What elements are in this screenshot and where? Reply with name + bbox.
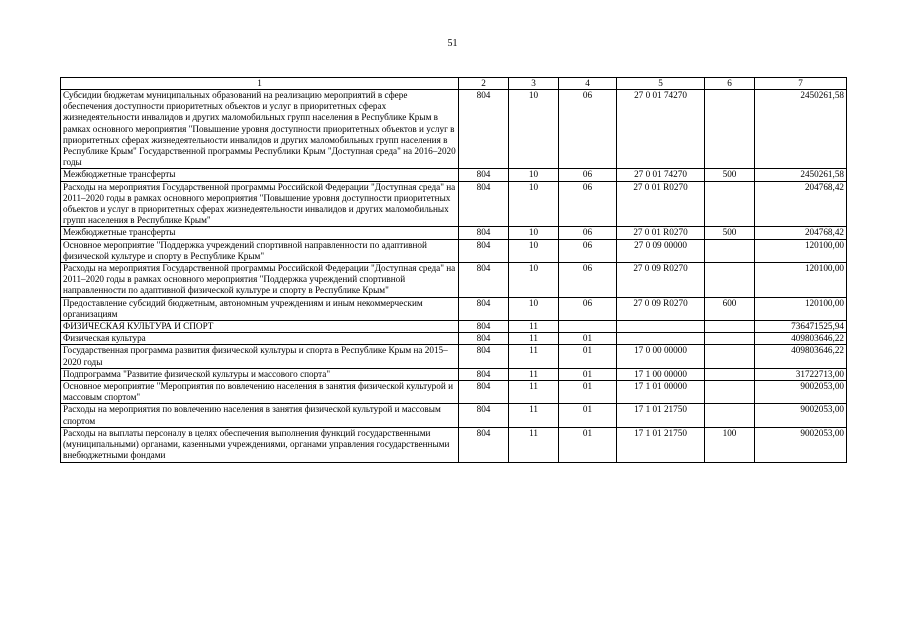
table-row bbox=[61, 321, 847, 333]
table-row bbox=[61, 263, 847, 298]
row-name: Расходы на выплаты персоналу в целях обеспечения выполнения функций государственными (муниципальными) органами, казенными учреждениями, органами управления государственными внебюджетными фондами bbox=[61, 427, 459, 462]
header-col-3: 3 bbox=[509, 78, 559, 90]
row-subsection-code bbox=[559, 321, 617, 333]
row-section-code: 11 bbox=[509, 381, 559, 404]
row-ministry-code: 804 bbox=[459, 169, 509, 181]
row-target-article: 27 0 09 00000 bbox=[617, 239, 705, 262]
header-col-7: 7 bbox=[755, 78, 847, 90]
row-name: Подпрограмма "Развитие физической культуры и массового спорта" bbox=[61, 368, 459, 380]
row-expense-type bbox=[705, 345, 755, 368]
row-ministry-code: 804 bbox=[459, 263, 509, 298]
row-ministry-code: 804 bbox=[459, 297, 509, 320]
row-ministry-code: 804 bbox=[459, 239, 509, 262]
row-section-code: 10 bbox=[509, 297, 559, 320]
row-amount: 9002053,00 bbox=[755, 404, 847, 427]
row-expense-type bbox=[705, 181, 755, 227]
row-amount: 9002053,00 bbox=[755, 427, 847, 462]
row-section-code: 10 bbox=[509, 239, 559, 262]
table-row bbox=[61, 345, 847, 368]
row-expense-type bbox=[705, 321, 755, 333]
row-expense-type bbox=[705, 381, 755, 404]
row-target-article: 27 0 01 R0270 bbox=[617, 181, 705, 227]
row-section-code: 11 bbox=[509, 404, 559, 427]
row-target-article: 17 1 01 21750 bbox=[617, 404, 705, 427]
row-expense-type bbox=[705, 368, 755, 380]
row-ministry-code: 804 bbox=[459, 90, 509, 169]
table-row bbox=[61, 381, 847, 404]
row-name: Основное мероприятие "Мероприятия по вовлечению населения в занятия физической культурой и массовым спортом" bbox=[61, 381, 459, 404]
table-row bbox=[61, 297, 847, 320]
row-ministry-code: 804 bbox=[459, 181, 509, 227]
row-amount: 2450261,58 bbox=[755, 90, 847, 169]
row-name: Расходы на мероприятия по вовлечению населения в занятия физической культурой и массовым спортом bbox=[61, 404, 459, 427]
row-name: Физическая культура bbox=[61, 333, 459, 345]
budget-table bbox=[60, 77, 847, 463]
row-target-article: 27 0 01 74270 bbox=[617, 90, 705, 169]
table-row bbox=[61, 427, 847, 462]
row-ministry-code: 804 bbox=[459, 404, 509, 427]
row-ministry-code: 804 bbox=[459, 368, 509, 380]
row-target-article: 17 0 00 00000 bbox=[617, 345, 705, 368]
header-col-2: 2 bbox=[459, 78, 509, 90]
row-subsection-code: 06 bbox=[559, 297, 617, 320]
row-name: Расходы на мероприятия Государственной программы Российской Федерации "Доступная среда" на 2011–2020 годы в рамках основного мероприятия "Повышение уровня доступности приоритетных объектов и услуг в приоритетных сферах жизнедеятельности инвалидов и других маломобильных групп населения в Республике Крым" bbox=[61, 181, 459, 227]
row-subsection-code: 06 bbox=[559, 181, 617, 227]
table-row bbox=[61, 227, 847, 239]
row-name: Расходы на мероприятия Государственной программы Российской Федерации "Доступная среда" на 2011–2020 годы в рамках основного мероприятия "Поддержка учреждений спортивной направленности по адаптивной физической культуре и спорту в Республике Крым" bbox=[61, 263, 459, 298]
row-section-code: 10 bbox=[509, 227, 559, 239]
row-amount: 409803646,22 bbox=[755, 333, 847, 345]
row-amount: 2450261,58 bbox=[755, 169, 847, 181]
table-row bbox=[61, 404, 847, 427]
row-amount: 120100,00 bbox=[755, 263, 847, 298]
row-ministry-code: 804 bbox=[459, 427, 509, 462]
row-section-code: 10 bbox=[509, 181, 559, 227]
row-target-article: 27 0 01 R0270 bbox=[617, 227, 705, 239]
row-expense-type bbox=[705, 333, 755, 345]
row-section-code: 10 bbox=[509, 169, 559, 181]
row-subsection-code: 06 bbox=[559, 227, 617, 239]
row-expense-type bbox=[705, 90, 755, 169]
row-target-article bbox=[617, 333, 705, 345]
row-subsection-code: 06 bbox=[559, 263, 617, 298]
header-col-4: 4 bbox=[559, 78, 617, 90]
row-expense-type bbox=[705, 404, 755, 427]
row-name: ФИЗИЧЕСКАЯ КУЛЬТУРА И СПОРТ bbox=[61, 321, 459, 333]
row-subsection-code: 06 bbox=[559, 239, 617, 262]
row-ministry-code: 804 bbox=[459, 381, 509, 404]
row-expense-type bbox=[705, 263, 755, 298]
header-col-5: 5 bbox=[617, 78, 705, 90]
row-name: Межбюджетные трансферты bbox=[61, 169, 459, 181]
row-subsection-code: 06 bbox=[559, 169, 617, 181]
row-target-article: 27 0 09 R0270 bbox=[617, 297, 705, 320]
row-name: Межбюджетные трансферты bbox=[61, 227, 459, 239]
table-row bbox=[61, 239, 847, 262]
row-subsection-code: 01 bbox=[559, 368, 617, 380]
row-amount: 120100,00 bbox=[755, 239, 847, 262]
row-expense-type: 500 bbox=[705, 169, 755, 181]
row-expense-type: 100 bbox=[705, 427, 755, 462]
row-ministry-code: 804 bbox=[459, 321, 509, 333]
row-amount: 120100,00 bbox=[755, 297, 847, 320]
row-target-article: 17 1 01 00000 bbox=[617, 381, 705, 404]
row-name: Государственная программа развития физической культуры и спорта в Республике Крым на 2015–2020 годы bbox=[61, 345, 459, 368]
row-subsection-code: 01 bbox=[559, 427, 617, 462]
header-col-1: 1 bbox=[61, 78, 459, 90]
row-subsection-code: 01 bbox=[559, 404, 617, 427]
table-row bbox=[61, 368, 847, 380]
row-expense-type: 600 bbox=[705, 297, 755, 320]
row-amount: 736471525,94 bbox=[755, 321, 847, 333]
header-col-6: 6 bbox=[705, 78, 755, 90]
row-expense-type bbox=[705, 239, 755, 262]
table-header-row bbox=[61, 78, 847, 90]
row-subsection-code: 01 bbox=[559, 345, 617, 368]
row-target-article: 27 0 01 74270 bbox=[617, 169, 705, 181]
row-target-article: 17 1 01 21750 bbox=[617, 427, 705, 462]
row-target-article: 17 1 00 00000 bbox=[617, 368, 705, 380]
page-number: 51 bbox=[447, 38, 458, 49]
row-ministry-code: 804 bbox=[459, 333, 509, 345]
row-section-code: 11 bbox=[509, 427, 559, 462]
table-row bbox=[61, 169, 847, 181]
row-ministry-code: 804 bbox=[459, 345, 509, 368]
row-amount: 204768,42 bbox=[755, 227, 847, 239]
table-row bbox=[61, 181, 847, 227]
row-section-code: 11 bbox=[509, 368, 559, 380]
row-section-code: 10 bbox=[509, 263, 559, 298]
row-name: Предоставление субсидий бюджетным, автономным учреждениям и иным некоммерческим организациям bbox=[61, 297, 459, 320]
row-ministry-code: 804 bbox=[459, 227, 509, 239]
row-name: Субсидии бюджетам муниципальных образований на реализацию мероприятий в сфере обеспечения доступности приоритетных объектов и услуг в приоритетных сферах жизнедеятельности инвалидов и других маломобильных групп населения в Республике Крым в рамках основного мероприятия "Повышение уровня доступности приоритетных объектов и услуг в приоритетных сферах жизнедеятельности инвалидов и других маломобильных групп населения в Республике Крым" Государственной программы Республики Крым "Доступная среда" на 2016–2020 годы bbox=[61, 90, 459, 169]
table-row bbox=[61, 90, 847, 169]
row-target-article bbox=[617, 321, 705, 333]
row-section-code: 11 bbox=[509, 333, 559, 345]
table-row bbox=[61, 333, 847, 345]
row-amount: 31722713,00 bbox=[755, 368, 847, 380]
row-section-code: 10 bbox=[509, 90, 559, 169]
row-amount: 204768,42 bbox=[755, 181, 847, 227]
row-section-code: 11 bbox=[509, 345, 559, 368]
row-expense-type: 500 bbox=[705, 227, 755, 239]
row-subsection-code: 01 bbox=[559, 333, 617, 345]
row-target-article: 27 0 09 R0270 bbox=[617, 263, 705, 298]
row-subsection-code: 01 bbox=[559, 381, 617, 404]
row-name: Основное мероприятие "Поддержка учреждений спортивной направленности по адаптивной физической культуре и спорту в Республике Крым" bbox=[61, 239, 459, 262]
row-amount: 9002053,00 bbox=[755, 381, 847, 404]
row-subsection-code: 06 bbox=[559, 90, 617, 169]
row-amount: 409803646,22 bbox=[755, 345, 847, 368]
row-section-code: 11 bbox=[509, 321, 559, 333]
